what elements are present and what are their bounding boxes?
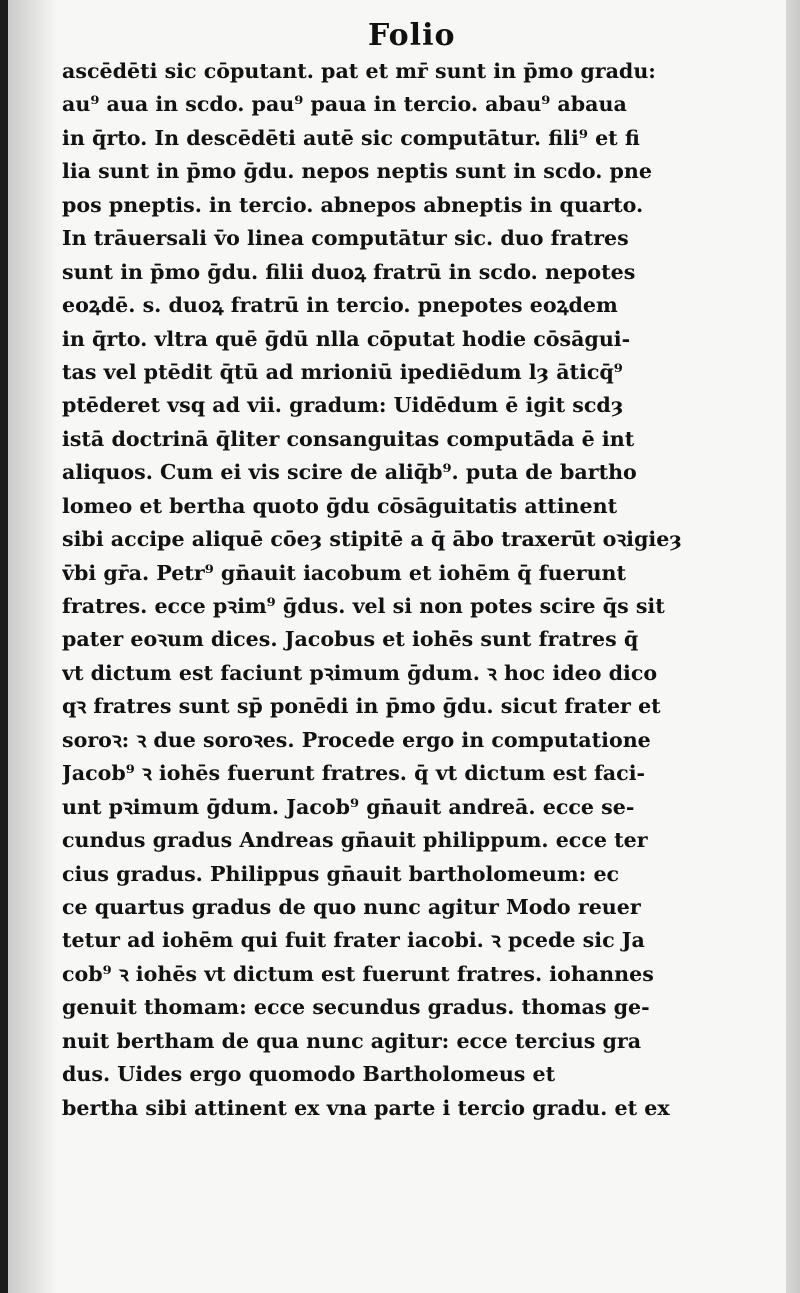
text-line: cius gradus. Philippus gn̄auit bartholomeum: ec xyxy=(62,861,620,886)
text-line: fratres. ecce pꝛim⁹ ḡdus. vel si non potes scire q̄s sit xyxy=(62,594,665,618)
text-line: unt pꝛimum ḡdum. Jacob⁹ gn̄auit andreā. ecce se- xyxy=(62,794,635,819)
text-line: pater eoꝛum dices. Jacobus et iohēs sunt fratres q̄ xyxy=(62,627,639,652)
text-line: genuit thomam: ecce secundus gradus. thomas ge- xyxy=(62,995,650,1020)
body-text xyxy=(62,55,772,1125)
text-line: v̄bi gr̄a. Petr⁹ gn̄auit iacobum et iohēm q̄ fuerunt xyxy=(62,560,627,585)
text-line: lia sunt in p̄mo ḡdu. nepos neptis sunt in scdo. pne xyxy=(62,159,653,184)
text-line: sunt in p̄mo ḡdu. filii duoꝝ fratrū in scdo. nepotes xyxy=(62,259,636,284)
text-line: tas vel ptēdit q̄tū ad mrioniū ipediēdum lȝ āticq̄⁹ xyxy=(62,359,623,384)
text-line: bertha sibi attinent ex vna parte i tercio gradu. et ex xyxy=(62,1095,670,1120)
text-line: nuit bertham de qua nunc agitur: ecce tercius gra xyxy=(62,1028,642,1053)
text-line: eoꝝdē. s. duoꝝ fratrū in tercio. pnepotes eoꝝdem xyxy=(62,293,618,318)
text-line: cob⁹ ꝛ iohēs vt dictum est fuerunt fratres. iohannes xyxy=(62,961,654,986)
text-line: qꝛ fratres sunt sp̄ ponēdi in p̄mo ḡdu. sicut frater et xyxy=(62,694,661,719)
text-line: Jacob⁹ ꝛ iohēs fuerunt fratres. q̄ vt dictum est faci- xyxy=(62,761,646,786)
text-line: ce quartus gradus de quo nunc agitur Modo reuer xyxy=(62,894,641,919)
text-line: aliquos. Cum ei vis scire de aliq̄b⁹. puta de bartho xyxy=(62,460,637,485)
text-line: cundus gradus Andreas gn̄auit philippum. ecce ter xyxy=(62,828,648,853)
text-line: in q̄rto. In descēdēti autē sic computātur. fili⁹ et fi xyxy=(62,125,640,150)
text-line: soroꝛ: ꝛ due soroꝛes. Procede ergo in computatione xyxy=(62,727,651,752)
text-line: pos pneptis. in tercio. abnepos abneptis in quarto. xyxy=(62,192,644,217)
text-line: vt dictum est faciunt pꝛimum ḡdum. ꝛ hoc ideo dico xyxy=(62,660,658,685)
text-line: dus. Uides ergo quomodo Bartholomeus et xyxy=(62,1062,556,1087)
folio-heading: Folio xyxy=(368,18,456,53)
text-line: lomeo et bertha quoto ḡdu cōsāguitatis attinent xyxy=(62,493,618,518)
text-line: istā doctrinā q̄liter consanguitas computāda ē int xyxy=(62,426,635,451)
page-edge xyxy=(786,0,800,1293)
text-line: sibi accipe aliquē cōeȝ stipitē a q̄ ābo traxerūt oꝛigieȝ xyxy=(62,527,682,552)
text-line: In trāuersali v̄o linea computātur sic. duo fratres xyxy=(62,226,629,251)
text-line: ascēdēti sic cōputant. pat et mr̄ sunt in p̄mo gradu: xyxy=(62,59,656,83)
page-gutter-shadow xyxy=(8,0,58,1293)
text-line: ptēderet vsq ad vii. gradum: Uidēdum ē igit scdȝ xyxy=(62,393,624,418)
text-line: in q̄rto. vltra quē ḡdū nlla cōputat hodie cōsāgui- xyxy=(62,326,631,351)
text-line: au⁹ aua in scdo. pau⁹ paua in tercio. abau⁹ abaua xyxy=(62,92,627,117)
text-line: tetur ad iohēm qui fuit frater iacobi. ꝛ pcede sic Ja xyxy=(62,928,645,953)
